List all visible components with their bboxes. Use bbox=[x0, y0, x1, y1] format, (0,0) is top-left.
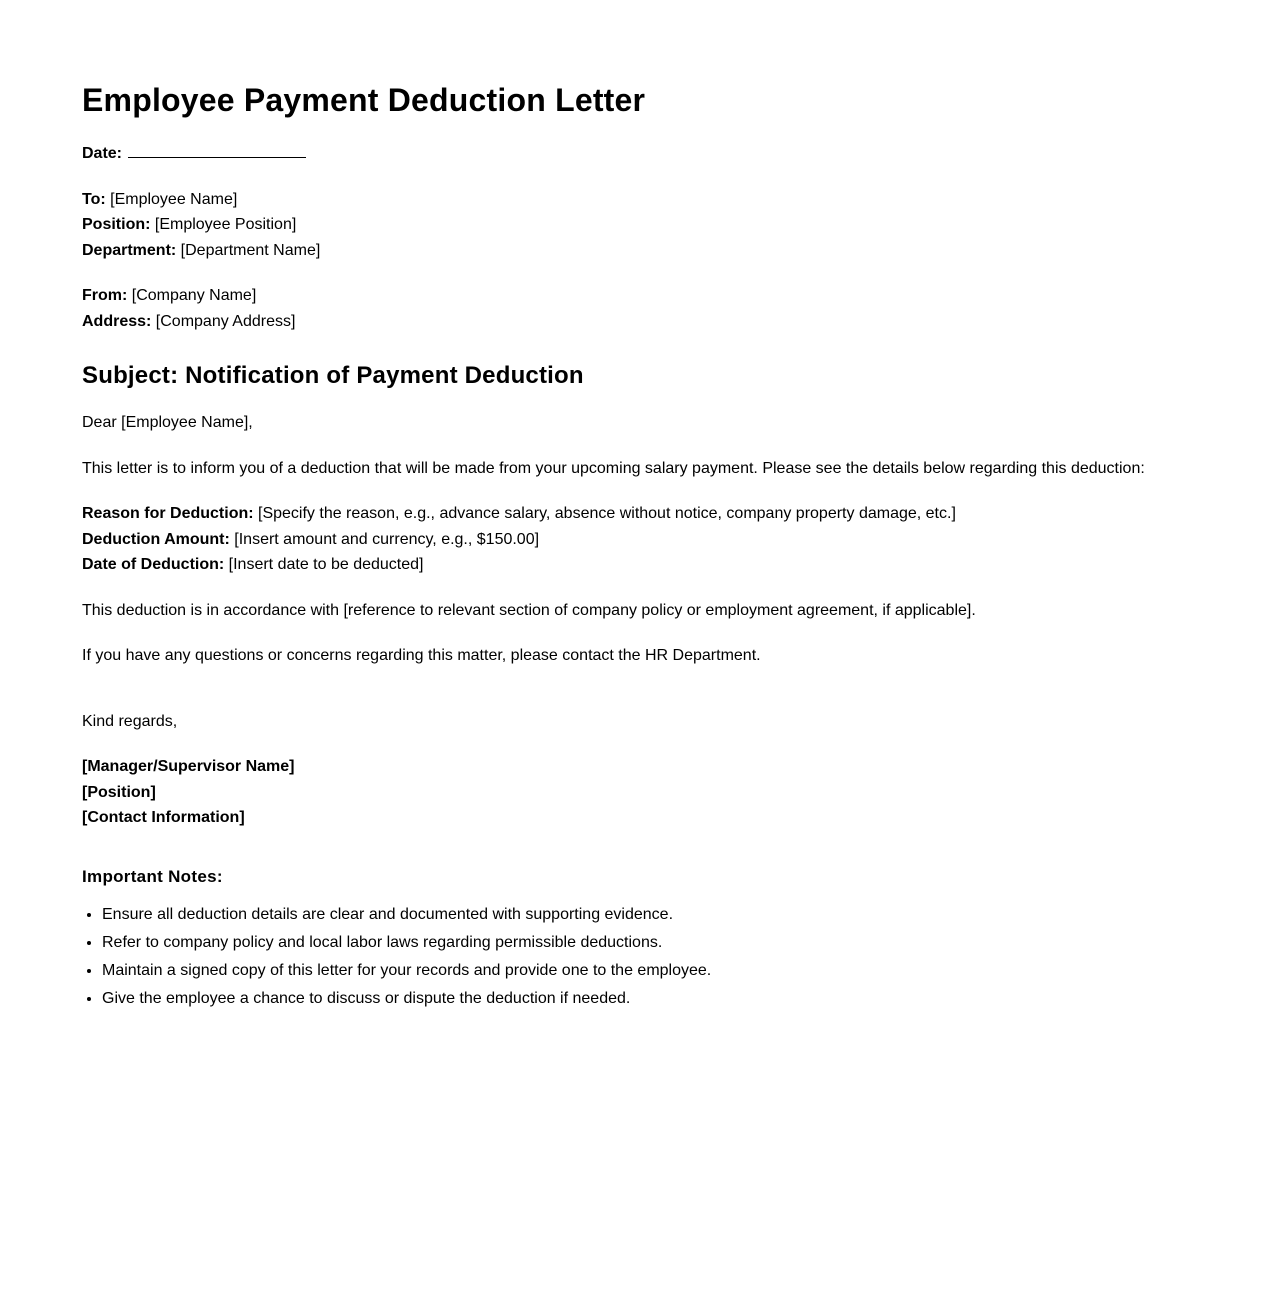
position-value: [Employee Position] bbox=[150, 216, 297, 233]
list-item: • Refer to company policy and local labor laws regarding permissible deductions. bbox=[102, 929, 1196, 957]
closing: Kind regards, bbox=[82, 712, 178, 730]
notes-heading: Important Notes: bbox=[82, 866, 223, 886]
intro-paragraph: This letter is to inform you of a deduction that will be made from your upcoming salary payment. Please see the details below regarding this deduction: bbox=[82, 459, 1145, 477]
department-value: [Department Name] bbox=[176, 241, 321, 259]
questions-paragraph: If you have any questions or concerns regarding this matter, please contact the HR Department. bbox=[82, 647, 761, 664]
to-row bbox=[82, 187, 1196, 213]
date-row bbox=[82, 141, 1196, 167]
subject-heading: Subject: Notification of Payment Deduction bbox=[82, 362, 584, 389]
deduction-details bbox=[82, 501, 1196, 578]
signature-position: [Position] bbox=[82, 783, 156, 801]
amount-row bbox=[82, 527, 1196, 553]
reason-row bbox=[82, 501, 1196, 527]
signature-contact: [Contact Information] bbox=[82, 809, 245, 826]
recipient-block bbox=[82, 187, 1196, 264]
list-item: • Ensure all deduction details are clear and documented with supporting evidence. bbox=[102, 901, 1196, 929]
list-item: • Maintain a signed copy of this letter for your records and provide one to the employee. bbox=[102, 957, 1196, 985]
deduction-date-value: [Insert date to be deducted] bbox=[224, 556, 424, 573]
notes-list bbox=[82, 901, 1196, 1013]
accordance-paragraph: This deduction is in accordance with [reference to relevant section of company policy or employment agreement, if applicable]. bbox=[82, 601, 976, 619]
from-value: [Company Name] bbox=[127, 287, 257, 304]
amount-label: Deduction Amount: bbox=[82, 530, 230, 548]
amount-value: [Insert amount and currency, e.g., $150.00] bbox=[229, 530, 540, 548]
date-blank-line bbox=[128, 143, 306, 158]
department-label: Department: bbox=[82, 241, 177, 259]
greeting: Dear [Employee Name], bbox=[82, 414, 253, 431]
from-row bbox=[82, 283, 1196, 309]
reason-label: Reason for Deduction: bbox=[82, 505, 254, 522]
address-value: [Company Address] bbox=[151, 312, 296, 330]
position-row bbox=[82, 212, 1196, 238]
to-label: To: bbox=[82, 190, 106, 208]
from-label: From: bbox=[82, 287, 128, 304]
sender-block bbox=[82, 283, 1196, 334]
page-title: Employee Payment Deduction Letter bbox=[82, 82, 646, 118]
to-value: [Employee Name] bbox=[105, 190, 238, 208]
address-row bbox=[82, 309, 1196, 335]
date-label: Date: bbox=[82, 145, 123, 162]
position-label: Position: bbox=[82, 216, 151, 233]
signature-block bbox=[82, 754, 1196, 831]
address-label: Address: bbox=[82, 312, 152, 330]
deduction-date-label: Date of Deduction: bbox=[82, 556, 225, 573]
reason-value: [Specify the reason, e.g., advance salary, absence without notice, company property damage, etc.] bbox=[253, 505, 956, 522]
signature-name: [Manager/Supervisor Name] bbox=[82, 758, 295, 775]
list-item: • Give the employee a chance to discuss or dispute the deduction if needed. bbox=[102, 985, 1196, 1013]
deduction-date-row bbox=[82, 552, 1196, 578]
department-row bbox=[82, 238, 1196, 264]
